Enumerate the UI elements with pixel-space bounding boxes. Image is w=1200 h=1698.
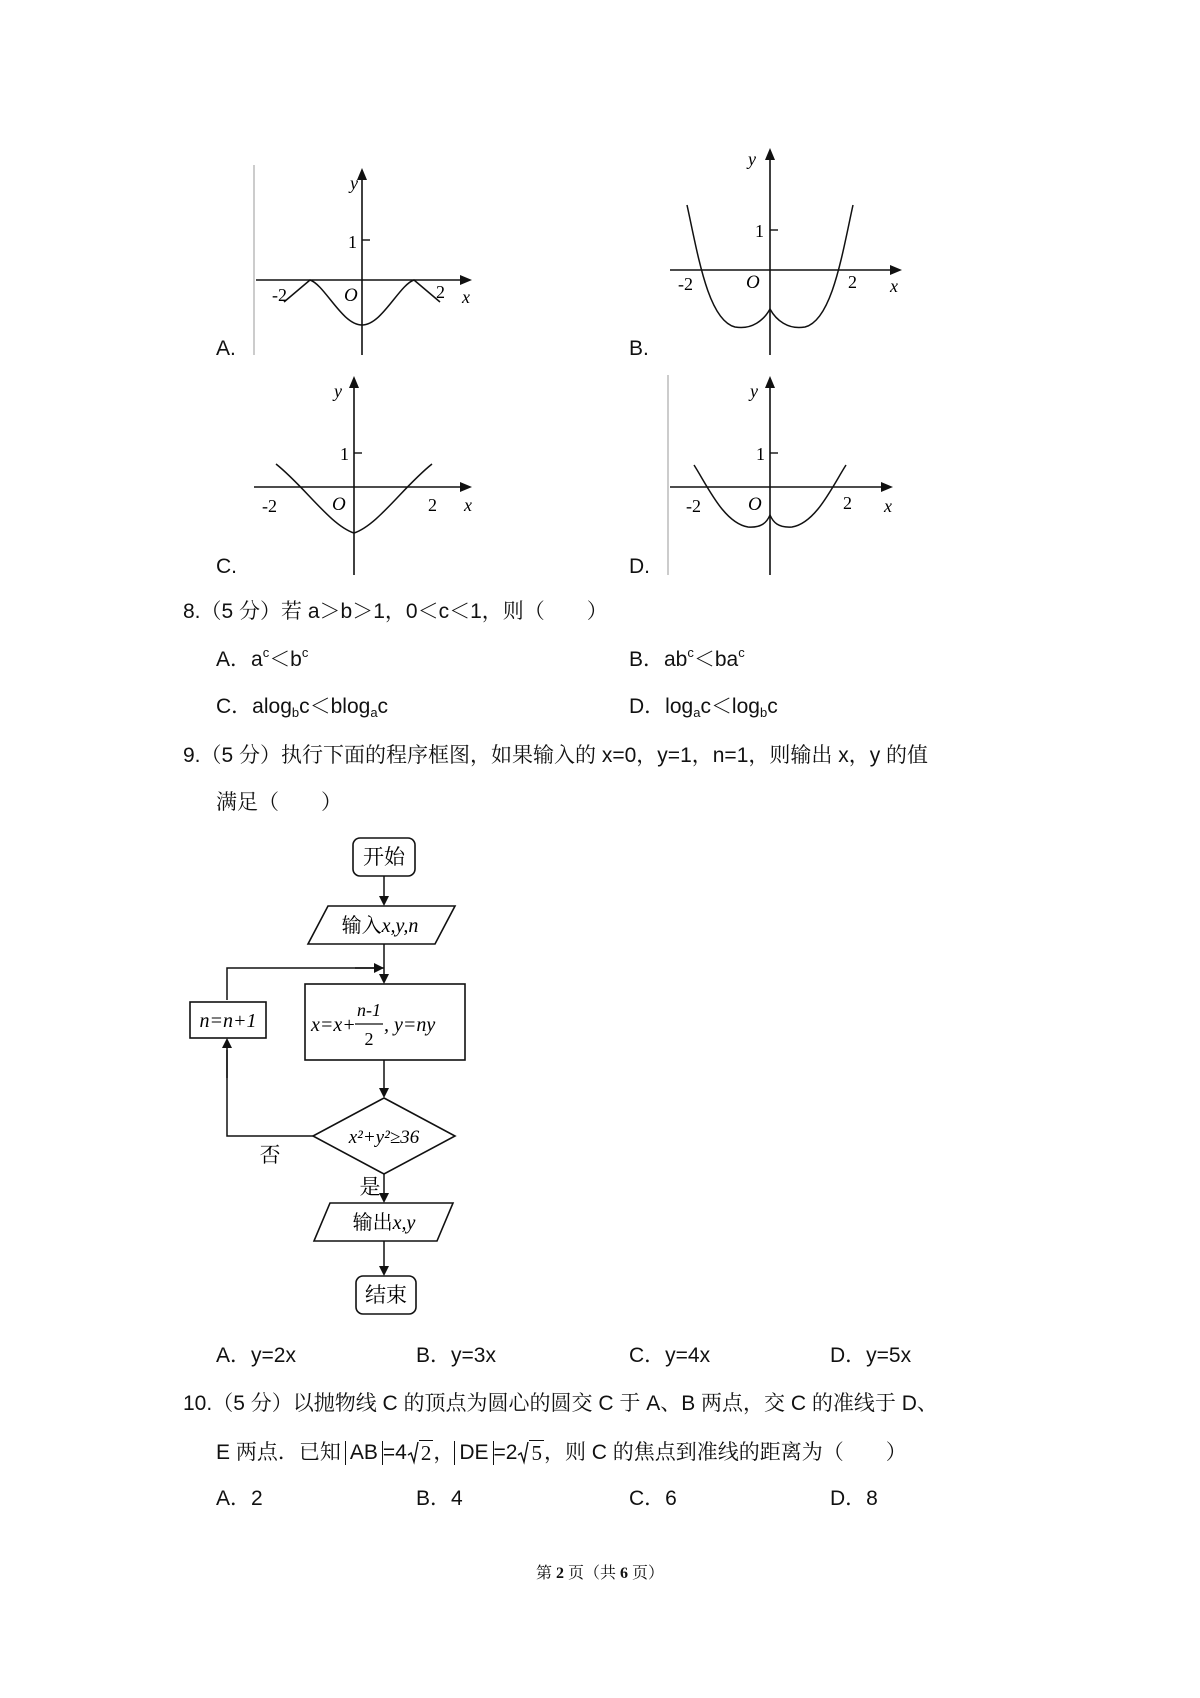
svg-text:是: 是 [359,1175,381,1199]
option-b-label: B. [629,337,649,360]
sqrt-2: 2 [407,1440,434,1465]
tick-neg: -2 [686,496,701,516]
origin-label: O [748,494,762,515]
graph-a [250,165,480,355]
graph-b [660,145,900,355]
q9-option-a: A．y=2x [216,1344,296,1367]
option-c-label: C. [216,555,237,578]
q10-option-d: D．8 [830,1487,878,1510]
svg-text:x²+y²≥36: x²+y²≥36 [348,1127,420,1148]
x-axis-label: x [462,287,470,307]
flowchart [180,838,500,1338]
input-text: 输入x,y,n [341,913,419,937]
q8-option-c: C．alog$_b$c＜blog$_a$c [216,695,389,720]
q10-option-c: C．6 [629,1487,677,1510]
q9-stem-line1: 9.（5 分）执行下面的程序框图，如果输入的 x=0，y=1，n=1，则输出 x，y 的值 [183,744,929,767]
abs-de: DE [454,1441,493,1465]
q8-option-d: D．$\log_ac<\log_bc$ [629,695,778,720]
q8-stem: 8.（5 分）若 a＞b＞1，0＜c＜1，则（ ） [183,600,608,623]
start-text: 开始 [363,845,405,869]
sqrt-5: 5 [517,1440,544,1465]
q9-option-c: C．y=4x [629,1344,711,1367]
tick-neg: -2 [678,274,693,294]
x-axis-label: x [884,496,892,516]
svg-text:2: 2 [364,1029,374,1049]
tick-neg: -2 [262,496,277,516]
origin-label: O [746,272,760,293]
tick-pos: 2 [843,493,852,513]
q8-option-a: A．$a^c<b^c$ [216,645,309,671]
option-d-label: D. [629,555,650,578]
q10-option-b: B．4 [416,1487,463,1510]
tick-y: 1 [755,221,764,241]
x-axis-label: x [890,276,898,296]
svg-text:否: 否 [259,1143,281,1167]
tick-neg: -2 [272,285,287,305]
graph-c [250,375,480,575]
q8-option-b: B．$ab^c<ba^c$ [629,645,745,671]
abs-ab: AB [345,1441,383,1465]
y-axis-label: y [334,381,342,401]
svg-text:n=n+1: n=n+1 [199,1010,257,1032]
tick-y: 1 [756,444,765,464]
y-axis-label: y [748,149,756,169]
origin-label: O [344,285,358,306]
graph-d [666,375,906,575]
tick-pos: 2 [436,282,445,302]
q10-line2: E 两点．已知 AB =4 2 ， DE =2 5 ，则 C 的焦点到准线的距离为（ ） [216,1440,907,1465]
q9-option-b: B．y=3x [416,1344,496,1367]
q9-stem-line2: 满足（ ） [216,791,342,814]
end-text: 结束 [365,1283,407,1307]
svg-text:n-1: n-1 [357,1000,381,1020]
page-footer: 第 2 页（共 6 页） [535,1565,665,1582]
q10-option-a: A．2 [216,1487,263,1510]
x-axis-label: x [464,495,472,515]
tick-pos: 2 [848,272,857,292]
origin-label: O [332,494,346,515]
tick-y: 1 [348,232,357,252]
y-axis-label: y [350,173,358,193]
q9-option-d: D．y=5x [830,1344,912,1367]
svg-text:输出x,y: 输出x,y [352,1210,416,1234]
tick-pos: 2 [428,495,437,515]
y-axis-label: y [750,381,758,401]
option-a-label: A. [216,337,236,360]
q10-line1: 10.（5 分）以抛物线 C 的顶点为圆心的圆交 C 于 A、B 两点，交 C 的准线于 D、 [183,1392,938,1415]
svg-text:, y=ny: , y=ny [384,1014,436,1036]
svg-text:x=x+: x=x+ [311,1014,356,1036]
tick-y: 1 [340,444,349,464]
